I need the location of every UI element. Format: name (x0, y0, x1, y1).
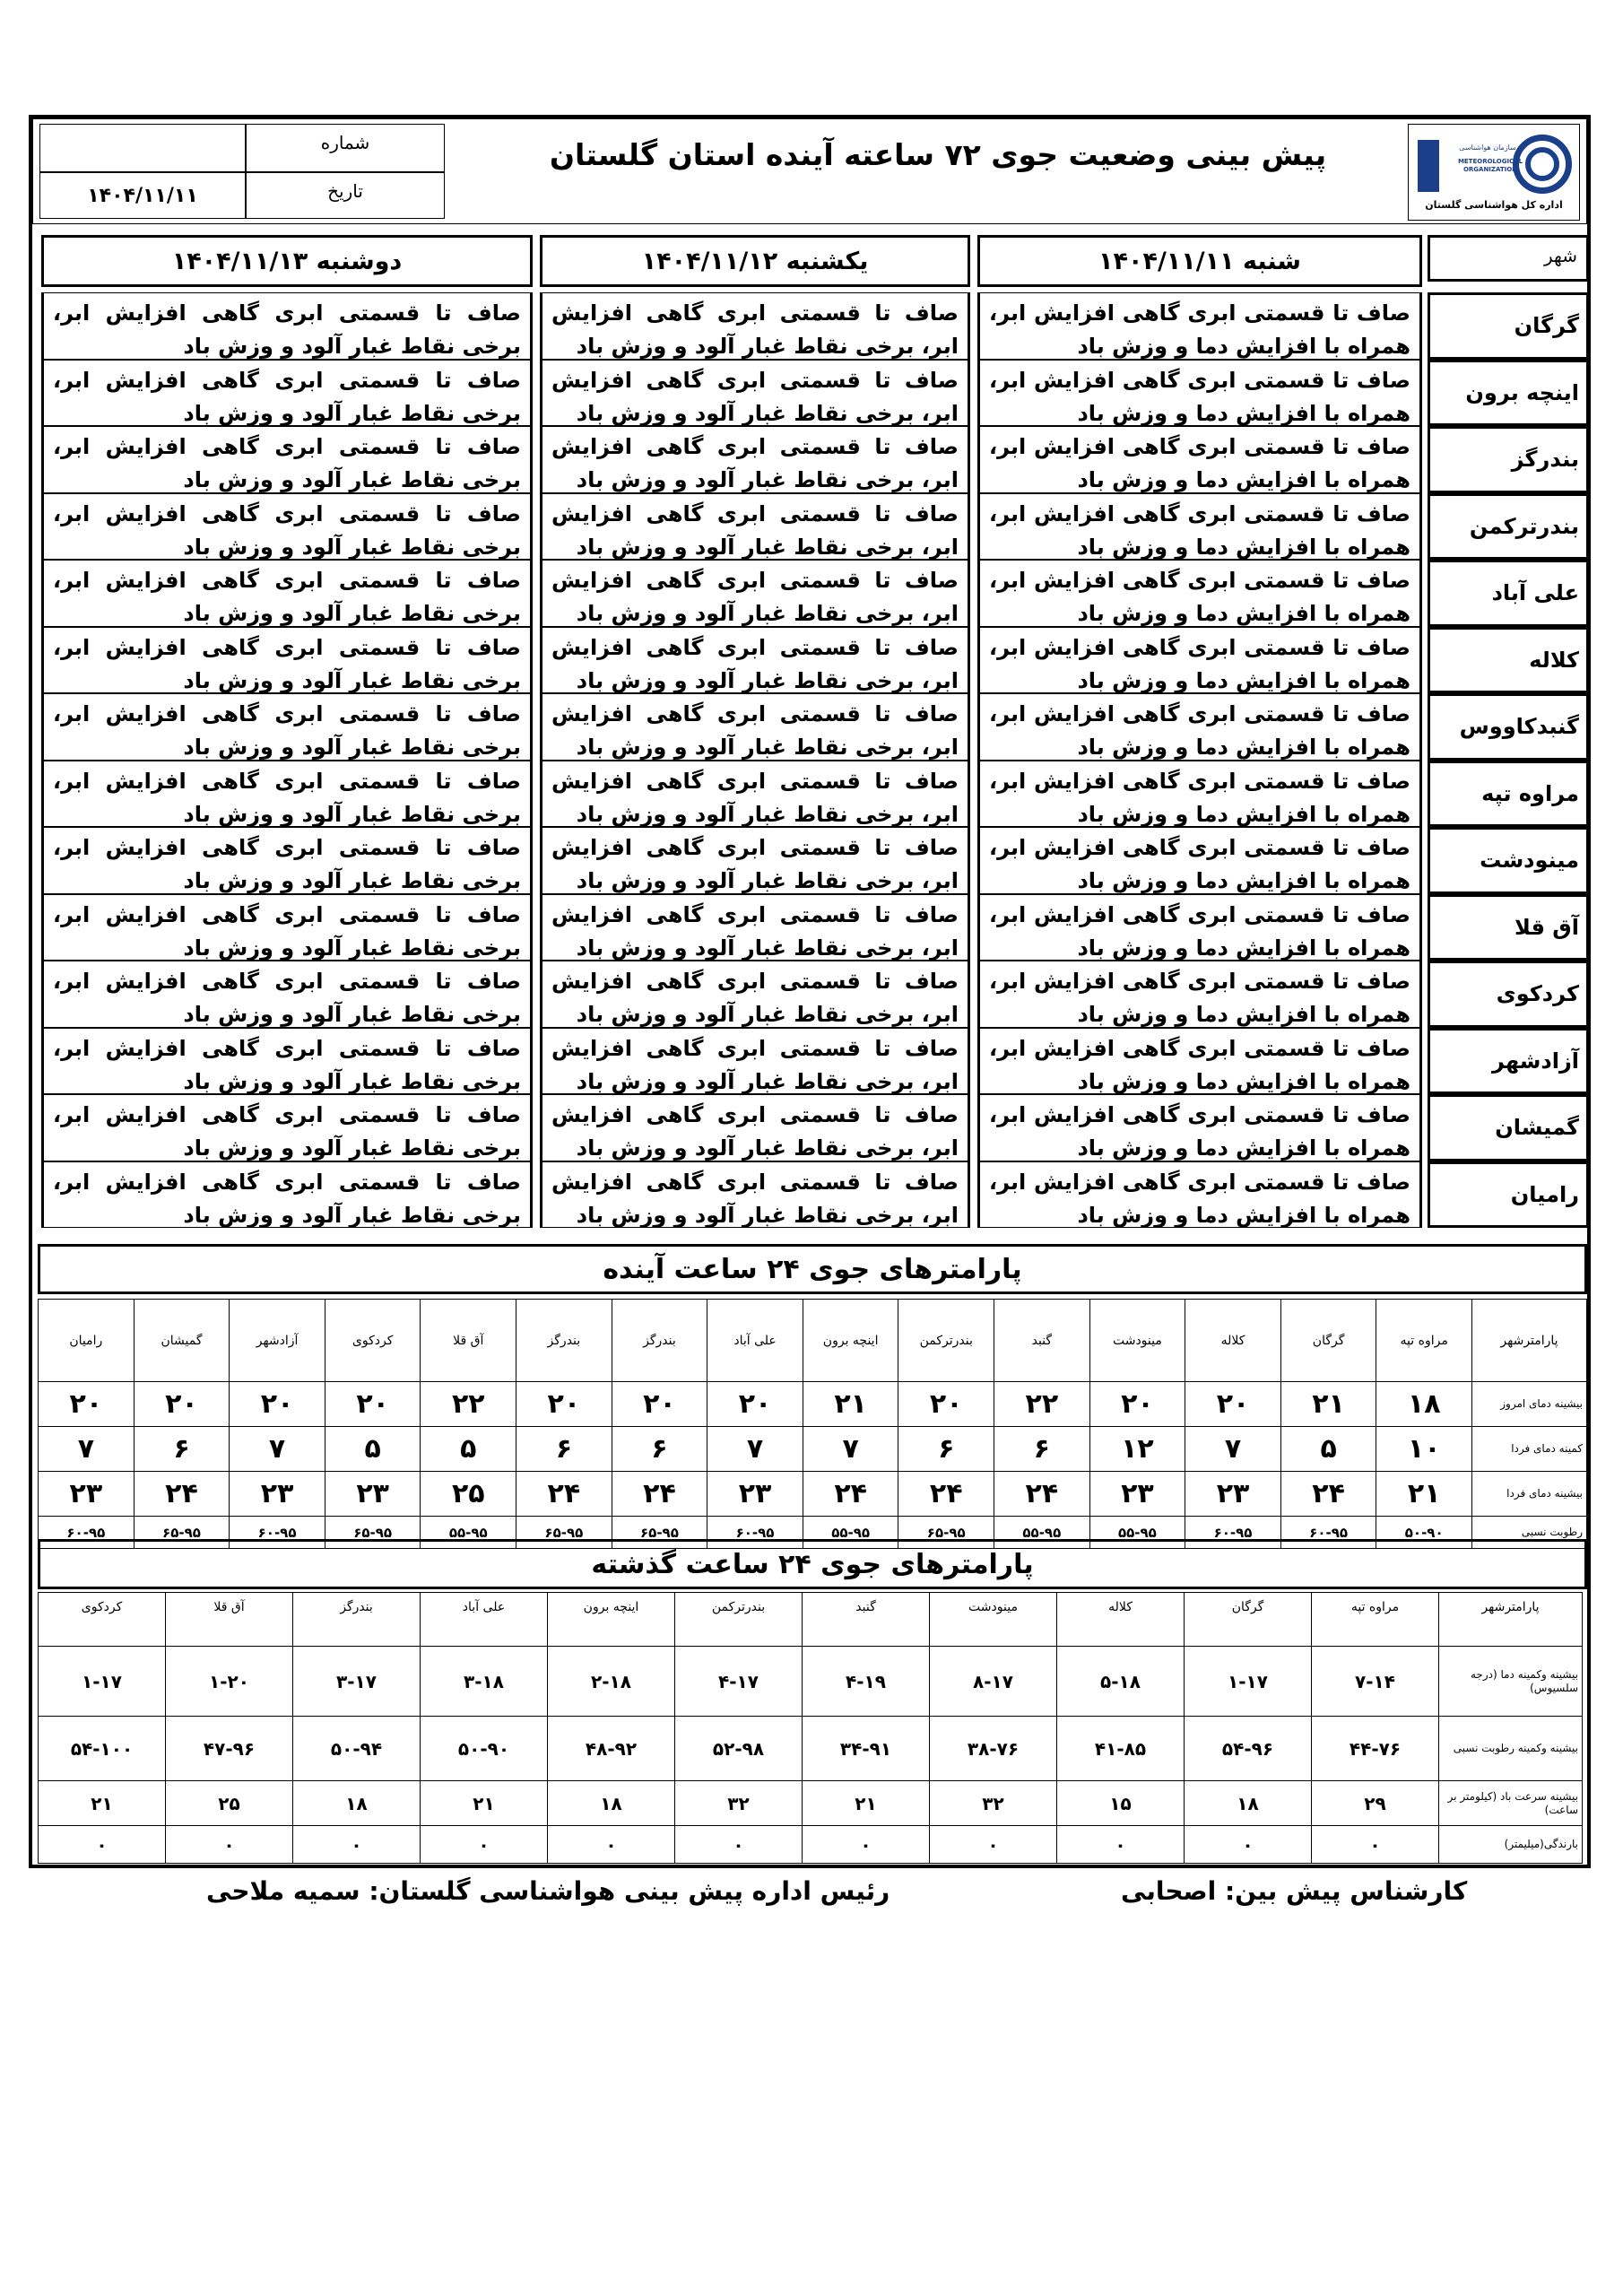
past24-table (38, 1592, 1583, 1864)
head-signature: رئیس اداره پیش بینی هواشناسی گلستان: سمیه ملاحی (206, 1876, 890, 1906)
forecast-cell-day3: صاف تا قسمتی ابری گاهی افزایش ابر، برخی نقاط غبار آلود و وزش باد (41, 827, 533, 894)
forecast-cell-day3: صاف تا قسمتی ابری گاهی افزایش ابر، برخی نقاط غبار آلود و وزش باد (41, 560, 533, 627)
forecast-cell-day3: صاف تا قسمتی ابری گاهی افزایش ابر، برخی نقاط غبار آلود و وزش باد (41, 961, 533, 1028)
next24-value: ۶۰-۹۵ (39, 1517, 135, 1549)
next24-value: ۵۵-۹۵ (1089, 1517, 1185, 1549)
past24-value: ۲۵ (166, 1781, 293, 1826)
past24-value: ۲-۱۸ (548, 1647, 675, 1717)
next24-value: ۲۰ (707, 1382, 803, 1427)
forecast-cell-day1: صاف تا قسمتی ابری گاهی افزایش ابر، همراه با افزایش دما و وزش باد (977, 761, 1422, 828)
forecast-cell-day1: صاف تا قسمتی ابری گاهی افزایش ابر، همراه با افزایش دما و وزش باد (977, 426, 1422, 493)
city-name: علی آباد (1428, 560, 1589, 627)
next24-value: ۶۵-۹۵ (325, 1517, 421, 1549)
past24-value: ۱-۲۰ (166, 1647, 293, 1717)
date-label: تاریخ (246, 172, 445, 219)
past24-value: ۱۸ (548, 1781, 675, 1826)
forecast-cell-day1: صاف تا قسمتی ابری گاهی افزایش ابر، همراه با افزایش دما و وزش باد (977, 827, 1422, 894)
past24-city-header: گنبد (803, 1593, 930, 1647)
past24-title: پارامترهای جوی ۲۴ ساعت گذشته (38, 1539, 1587, 1589)
past24-value: ۲۹ (1312, 1781, 1439, 1826)
next24-city-header: علی آباد (707, 1300, 803, 1382)
city-name: آق قلا (1428, 894, 1589, 961)
past24-value: ۸-۱۷ (930, 1647, 1057, 1717)
forecast-cell-day2: صاف تا قسمتی ابری گاهی افزایش ابر، برخی نقاط غبار آلود و وزش باد (540, 1094, 970, 1161)
forecast-cell-day3: صاف تا قسمتی ابری گاهی افزایش ابر، برخی نقاط غبار آلود و وزش باد (41, 627, 533, 694)
next24-value: ۱۲ (1089, 1427, 1185, 1472)
past24-city-header: مراوه تپه (1312, 1593, 1439, 1647)
forecast-cell-day3: صاف تا قسمتی ابری گاهی افزایش ابر، برخی نقاط غبار آلود و وزش باد (41, 426, 533, 493)
city-column-header: شهر (1428, 235, 1589, 282)
past24-value: ۰ (1312, 1826, 1439, 1864)
next24-value: ۷ (230, 1427, 325, 1472)
next24-value: ۲۴ (516, 1472, 612, 1517)
next24-value: ۲۴ (898, 1472, 994, 1517)
next24-value: ۶۰-۹۵ (230, 1517, 325, 1549)
number-value (39, 124, 246, 172)
past24-value: ۳۴-۹۱ (803, 1717, 930, 1781)
next24-value: ۷ (39, 1427, 135, 1472)
forecast-cell-day3: صاف تا قسمتی ابری گاهی افزایش ابر، برخی نقاط غبار آلود و وزش باد (41, 360, 533, 427)
past24-value: ۴۸-۹۲ (548, 1717, 675, 1781)
next24-value: ۵۵-۹۵ (803, 1517, 898, 1549)
next24-value: ۲۰ (230, 1382, 325, 1427)
logo (1408, 124, 1580, 221)
next24-city-header: اینچه برون (803, 1300, 898, 1382)
next24-value: ۶۰-۹۵ (707, 1517, 803, 1549)
forecast-cell-day2: صاف تا قسمتی ابری گاهی افزایش ابر، برخی نقاط غبار آلود و وزش باد (540, 894, 970, 961)
forecast-cell-day3: صاف تا قسمتی ابری گاهی افزایش ابر، برخی نقاط غبار آلود و وزش باد (41, 493, 533, 561)
forecast-cell-day1: صاف تا قسمتی ابری گاهی افزایش ابر، همراه با افزایش دما و وزش باد (977, 493, 1422, 561)
forecast-cell-day2: صاف تا قسمتی ابری گاهی افزایش ابر، برخی نقاط غبار آلود و وزش باد (540, 493, 970, 561)
past24-value: ۰ (39, 1826, 166, 1864)
next24-value: ۵۰-۹۰ (1376, 1517, 1472, 1549)
next24-value: ۵ (1280, 1427, 1376, 1472)
next24-value: ۷ (803, 1427, 898, 1472)
next24-value: ۲۴ (612, 1472, 707, 1517)
day-header-3: دوشنبه ۱۴۰۴/۱۱/۱۳ (41, 235, 533, 287)
past24-value: ۰ (675, 1826, 803, 1864)
forecast-cell-day2: صاف تا قسمتی ابری گاهی افزایش ابر، برخی نقاط غبار آلود و وزش باد (540, 627, 970, 694)
next24-value: ۲۳ (1185, 1472, 1281, 1517)
city-name: اینچه برون (1428, 360, 1589, 427)
forecast-cell-day1: صاف تا قسمتی ابری گاهی افزایش ابر، همراه با افزایش دما و وزش باد (977, 961, 1422, 1028)
next24-city-header: بندرگز (516, 1300, 612, 1382)
city-name: کلاله (1428, 627, 1589, 694)
past24-value: ۵۴-۱۰۰ (39, 1717, 166, 1781)
corner-label: پارامترشهر (1472, 1300, 1587, 1382)
forecast-cell-day2: صاف تا قسمتی ابری گاهی افزایش ابر، برخی نقاط غبار آلود و وزش باد (540, 426, 970, 493)
past24-value: ۱۸ (1185, 1781, 1312, 1826)
next24-city-header: گمیشان (134, 1300, 230, 1382)
past24-value: ۷-۱۴ (1312, 1647, 1439, 1717)
next24-value: ۵ (421, 1427, 516, 1472)
next24-row-label: رطوبت نسبی (1472, 1517, 1587, 1549)
past24-value: ۰ (1057, 1826, 1185, 1864)
forecast-cell-day1: صاف تا قسمتی ابری گاهی افزایش ابر، همراه با افزایش دما و وزش باد (977, 292, 1422, 360)
forecaster-signature: کارشناس پیش بین: اصحابی (1121, 1876, 1468, 1906)
forecast-cell-day3: صاف تا قسمتی ابری گاهی افزایش ابر، برخی نقاط غبار آلود و وزش باد (41, 894, 533, 961)
past24-value: ۵۰-۹۴ (293, 1717, 421, 1781)
next24-value: ۶ (612, 1427, 707, 1472)
next24-value: ۲۴ (1280, 1472, 1376, 1517)
next24-row-label: کمینه دمای فردا (1472, 1427, 1587, 1472)
past24-value: ۳-۱۷ (293, 1647, 421, 1717)
past24-value: ۴-۱۹ (803, 1647, 930, 1717)
past24-city-header: علی آباد (421, 1593, 548, 1647)
past24-row-label: بیشینه وکمینه رطوبت نسبی (1439, 1717, 1583, 1781)
next24-value: ۶ (898, 1427, 994, 1472)
past24-value: ۴۱-۸۵ (1057, 1717, 1185, 1781)
day-header-2: یکشنبه ۱۴۰۴/۱۱/۱۲ (540, 235, 970, 287)
past24-value: ۵۰-۹۰ (421, 1717, 548, 1781)
next24-value: ۲۳ (1089, 1472, 1185, 1517)
next24-city-header: گرگان (1280, 1300, 1376, 1382)
forecast-cell-day2: صاف تا قسمتی ابری گاهی افزایش ابر، برخی نقاط غبار آلود و وزش باد (540, 761, 970, 828)
next24-value: ۶۰-۹۵ (1185, 1517, 1281, 1549)
next24-value: ۲۲ (994, 1382, 1090, 1427)
next24-value: ۶۵-۹۵ (612, 1517, 707, 1549)
next24-city-header: آق قلا (421, 1300, 516, 1382)
met-organization-logo-icon: سازمان هواشناسی METEOROLOGICAL ORGANIZATION (1414, 135, 1574, 197)
next24-value: ۶۵-۹۵ (898, 1517, 994, 1549)
next24-value: ۲۱ (1376, 1472, 1472, 1517)
past24-value: ۲۱ (803, 1781, 930, 1826)
next24-table (38, 1299, 1587, 1549)
next24-title: پارامترهای جوی ۲۴ ساعت آینده (38, 1244, 1587, 1294)
past24-value: ۰ (548, 1826, 675, 1864)
past24-value: ۰ (1185, 1826, 1312, 1864)
past24-value: ۲۱ (421, 1781, 548, 1826)
past24-value: ۰ (930, 1826, 1057, 1864)
next24-value: ۲۱ (803, 1382, 898, 1427)
next24-value: ۲۰ (1089, 1382, 1185, 1427)
next24-value: ۱۸ (1376, 1382, 1472, 1427)
forecast-cell-day1: صاف تا قسمتی ابری گاهی افزایش ابر، همراه با افزایش دما و وزش باد (977, 1094, 1422, 1161)
past24-value: ۰ (166, 1826, 293, 1864)
forecast-cell-day2: صاف تا قسمتی ابری گاهی افزایش ابر، برخی نقاط غبار آلود و وزش باد (540, 693, 970, 761)
past24-value: ۱-۱۷ (1185, 1647, 1312, 1717)
next24-value: ۲۰ (325, 1382, 421, 1427)
city-name: بندرگز (1428, 426, 1589, 493)
forecast-cell-day1: صاف تا قسمتی ابری گاهی افزایش ابر، همراه با افزایش دما و وزش باد (977, 1161, 1422, 1229)
past24-row-label: بیشینه سرعت باد (کیلومتر بر ساعت) (1439, 1781, 1583, 1826)
number-label: شماره (246, 124, 445, 172)
next24-city-header: کردکوی (325, 1300, 421, 1382)
past24-value: ۵۲-۹۸ (675, 1717, 803, 1781)
next24-value: ۶۵-۹۵ (134, 1517, 230, 1549)
next24-value: ۲۳ (230, 1472, 325, 1517)
forecast-cell-day3: صاف تا قسمتی ابری گاهی افزایش ابر، برخی نقاط غبار آلود و وزش باد (41, 761, 533, 828)
past24-city-header: بندرترکمن (675, 1593, 803, 1647)
forecast-cell-day1: صاف تا قسمتی ابری گاهی افزایش ابر، همراه با افزایش دما و وزش باد (977, 894, 1422, 961)
next24-row-label: بیشینه دمای فردا (1472, 1472, 1587, 1517)
city-name: بندرترکمن (1428, 493, 1589, 561)
next24-city-header: مراوه تپه (1376, 1300, 1472, 1382)
past24-row-label: بیشینه وکمینه دما (درجه سلسیوس) (1439, 1647, 1583, 1717)
next24-value: ۷ (707, 1427, 803, 1472)
next24-value: ۵۵-۹۵ (994, 1517, 1090, 1549)
next24-value: ۲۰ (1185, 1382, 1281, 1427)
next24-value: ۲۴ (134, 1472, 230, 1517)
next24-value: ۶ (994, 1427, 1090, 1472)
next24-value: ۲۴ (994, 1472, 1090, 1517)
next24-city-header: بندرگز (612, 1300, 707, 1382)
past24-value: ۲۱ (39, 1781, 166, 1826)
next24-value: ۲۰ (516, 1382, 612, 1427)
city-name: مراوه تپه (1428, 761, 1589, 828)
past24-value: ۴۷-۹۶ (166, 1717, 293, 1781)
day-header-1: شنبه ۱۴۰۴/۱۱/۱۱ (977, 235, 1422, 287)
next24-city-header: کلاله (1185, 1300, 1281, 1382)
forecast-cell-day3: صاف تا قسمتی ابری گاهی افزایش ابر، برخی نقاط غبار آلود و وزش باد (41, 1028, 533, 1095)
past24-row-label: بارندگی(میلیمتر) (1439, 1826, 1583, 1864)
city-name: گرگان (1428, 292, 1589, 360)
past24-value: ۰ (293, 1826, 421, 1864)
forecast-cell-day2: صاف تا قسمتی ابری گاهی افزایش ابر، برخی نقاط غبار آلود و وزش باد (540, 360, 970, 427)
past24-value: ۳۲ (675, 1781, 803, 1826)
next24-value: ۲۴ (803, 1472, 898, 1517)
forecast-cell-day2: صاف تا قسمتی ابری گاهی افزایش ابر، برخی نقاط غبار آلود و وزش باد (540, 560, 970, 627)
next24-value: ۲۰ (39, 1382, 135, 1427)
past24-value: ۰ (803, 1826, 930, 1864)
next24-value: ۷ (1185, 1427, 1281, 1472)
next24-value: ۲۳ (325, 1472, 421, 1517)
page-title: پیش بینی وضعیت جوی ۷۲ ساعته آینده استان گلستان (549, 136, 1327, 172)
forecast-cell-day3: صاف تا قسمتی ابری گاهی افزایش ابر، برخی نقاط غبار آلود و وزش باد (41, 1094, 533, 1161)
forecast-sheet (29, 115, 1591, 1868)
next24-city-header: مینودشت (1089, 1300, 1185, 1382)
past24-value: ۱-۱۷ (39, 1647, 166, 1717)
next24-value: ۲۳ (39, 1472, 135, 1517)
forecast-cell-day3: صاف تا قسمتی ابری گاهی افزایش ابر، برخی نقاط غبار آلود و وزش باد (41, 693, 533, 761)
forecast-cell-day1: صاف تا قسمتی ابری گاهی افزایش ابر، همراه با افزایش دما و وزش باد (977, 1028, 1422, 1095)
next24-city-header: آزادشهر (230, 1300, 325, 1382)
next24-value: ۲۰ (134, 1382, 230, 1427)
city-name: مینودشت (1428, 827, 1589, 894)
past24-city-header: مینودشت (930, 1593, 1057, 1647)
next24-value: ۲۰ (612, 1382, 707, 1427)
next24-value: ۲۲ (421, 1382, 516, 1427)
forecast-cell-day1: صاف تا قسمتی ابری گاهی افزایش ابر، همراه با افزایش دما و وزش باد (977, 360, 1422, 427)
forecast-cell-day1: صاف تا قسمتی ابری گاهی افزایش ابر، همراه با افزایش دما و وزش باد (977, 560, 1422, 627)
next24-value: ۵ (325, 1427, 421, 1472)
past24-city-header: گرگان (1185, 1593, 1312, 1647)
forecast-cell-day3: صاف تا قسمتی ابری گاهی افزایش ابر، برخی نقاط غبار آلود و وزش باد (41, 1161, 533, 1229)
next24-city-header: گنبد (994, 1300, 1090, 1382)
next24-value: ۲۰ (898, 1382, 994, 1427)
next24-value: ۶۵-۹۵ (516, 1517, 612, 1549)
past24-value: ۴۴-۷۶ (1312, 1717, 1439, 1781)
past24-value: ۳۸-۷۶ (930, 1717, 1057, 1781)
next24-value: ۵۵-۹۵ (421, 1517, 516, 1549)
next24-value: ۲۵ (421, 1472, 516, 1517)
past24-value: ۳-۱۸ (421, 1647, 548, 1717)
past24-city-header: کردکوی (39, 1593, 166, 1647)
past24-value: ۵۴-۹۶ (1185, 1717, 1312, 1781)
past24-city-header: اینچه برون (548, 1593, 675, 1647)
forecast-cell-day2: صاف تا قسمتی ابری گاهی افزایش ابر، برخی نقاط غبار آلود و وزش باد (540, 292, 970, 360)
past24-value: ۱۸ (293, 1781, 421, 1826)
next24-row-label: بیشینه دمای امروز (1472, 1382, 1587, 1427)
next24-value: ۲۳ (707, 1472, 803, 1517)
city-name: گنبدکاووس (1428, 693, 1589, 761)
next24-value: ۶ (516, 1427, 612, 1472)
forecast-cell-day2: صاف تا قسمتی ابری گاهی افزایش ابر، برخی نقاط غبار آلود و وزش باد (540, 1161, 970, 1229)
next24-city-header: رامیان (39, 1300, 135, 1382)
past24-city-header: کلاله (1057, 1593, 1185, 1647)
forecast-cell-day2: صاف تا قسمتی ابری گاهی افزایش ابر، برخی نقاط غبار آلود و وزش باد (540, 1028, 970, 1095)
next24-value: ۲۱ (1280, 1382, 1376, 1427)
next24-value: ۱۰ (1376, 1427, 1472, 1472)
forecast-cell-day2: صاف تا قسمتی ابری گاهی افزایش ابر، برخی نقاط غبار آلود و وزش باد (540, 961, 970, 1028)
city-name: کردکوی (1428, 961, 1589, 1028)
corner-label: پارامترشهر (1439, 1593, 1583, 1647)
city-name: رامیان (1428, 1161, 1589, 1229)
past24-value: ۵-۱۸ (1057, 1647, 1185, 1717)
date-value: ۱۴۰۴/۱۱/۱۱ (39, 172, 246, 219)
past24-city-header: بندرگز (293, 1593, 421, 1647)
forecast-cell-day2: صاف تا قسمتی ابری گاهی افزایش ابر، برخی نقاط غبار آلود و وزش باد (540, 827, 970, 894)
city-name: آزادشهر (1428, 1028, 1589, 1095)
next24-city-header: بندرترکمن (898, 1300, 994, 1382)
past24-value: ۱۵ (1057, 1781, 1185, 1826)
next24-value: ۶۰-۹۵ (1280, 1517, 1376, 1549)
past24-value: ۰ (421, 1826, 548, 1864)
past24-value: ۴-۱۷ (675, 1647, 803, 1717)
next24-value: ۶ (134, 1427, 230, 1472)
forecast-cell-day1: صاف تا قسمتی ابری گاهی افزایش ابر، همراه با افزایش دما و وزش باد (977, 627, 1422, 694)
logo-caption: اداره کل هواشناسی گلستان (1425, 198, 1563, 211)
past24-city-header: آق قلا (166, 1593, 293, 1647)
forecast-cell-day3: صاف تا قسمتی ابری گاهی افزایش ابر، برخی نقاط غبار آلود و وزش باد (41, 292, 533, 360)
city-name: گمیشان (1428, 1094, 1589, 1161)
past24-value: ۳۲ (930, 1781, 1057, 1826)
forecast-cell-day1: صاف تا قسمتی ابری گاهی افزایش ابر، همراه با افزایش دما و وزش باد (977, 693, 1422, 761)
